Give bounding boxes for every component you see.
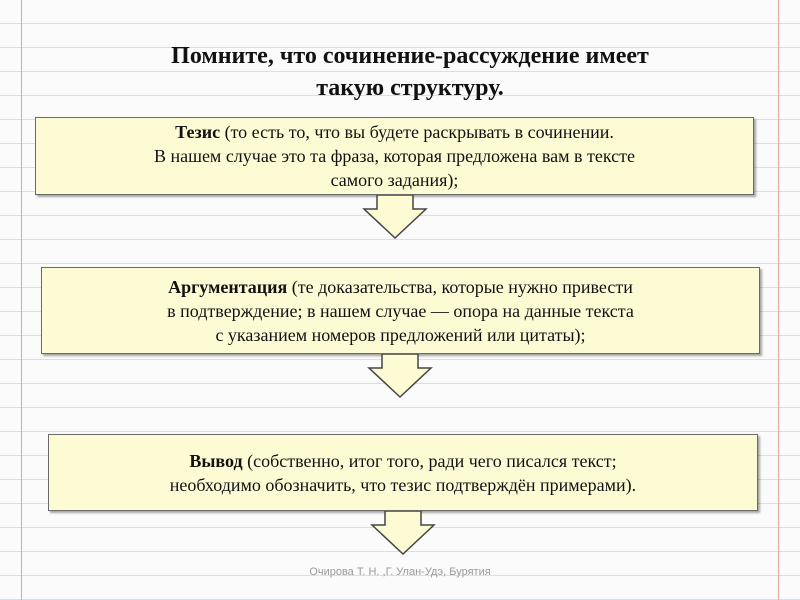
notebook-margin-left <box>21 0 22 600</box>
argumentation-block <box>41 267 760 354</box>
argumentation-line-2: в подтверждение; в нашем случае — опора на данные текста <box>167 300 634 321</box>
thesis-block <box>35 117 754 195</box>
down-arrow-icon <box>365 354 435 400</box>
thesis-line-3: самого задания); <box>330 170 459 190</box>
conclusion-text-1: (собственно, итог того, ради чего писался текст; <box>242 450 617 471</box>
title-line-2: такую структуру. <box>316 75 504 101</box>
argumentation-line-1 <box>42 275 759 299</box>
argumentation-heading: Аргументация <box>168 276 288 297</box>
conclusion-line-1 <box>49 449 757 473</box>
thesis-text-1: (то есть то, что вы будете раскрывать в сочинении. <box>220 122 614 142</box>
argumentation-text-1: (те доказательства, которые нужно привести <box>287 276 633 297</box>
thesis-line-2: В нашем случае это та фраза, которая предложена вам в тексте <box>153 146 636 166</box>
down-arrow-icon <box>360 195 430 241</box>
notebook-margin-right <box>778 0 779 600</box>
thesis-line-1 <box>36 120 753 144</box>
argumentation-line-3: с указанием номеров предложений или цитаты); <box>215 324 586 345</box>
thesis-heading: Тезис <box>175 122 221 142</box>
title-line-1: Помните, что сочинение-рассуждение имеет <box>171 43 649 69</box>
conclusion-line-2: необходимо обозначить, что тезис подтверждён примерами). <box>169 474 637 495</box>
footer-credit: Очирова Т. Н. ,Г. Улан-Удэ, Бурятия <box>309 566 491 578</box>
down-arrow-icon <box>368 511 438 557</box>
conclusion-block <box>48 434 758 511</box>
page-title <box>60 40 760 104</box>
conclusion-heading: Вывод <box>189 450 243 471</box>
